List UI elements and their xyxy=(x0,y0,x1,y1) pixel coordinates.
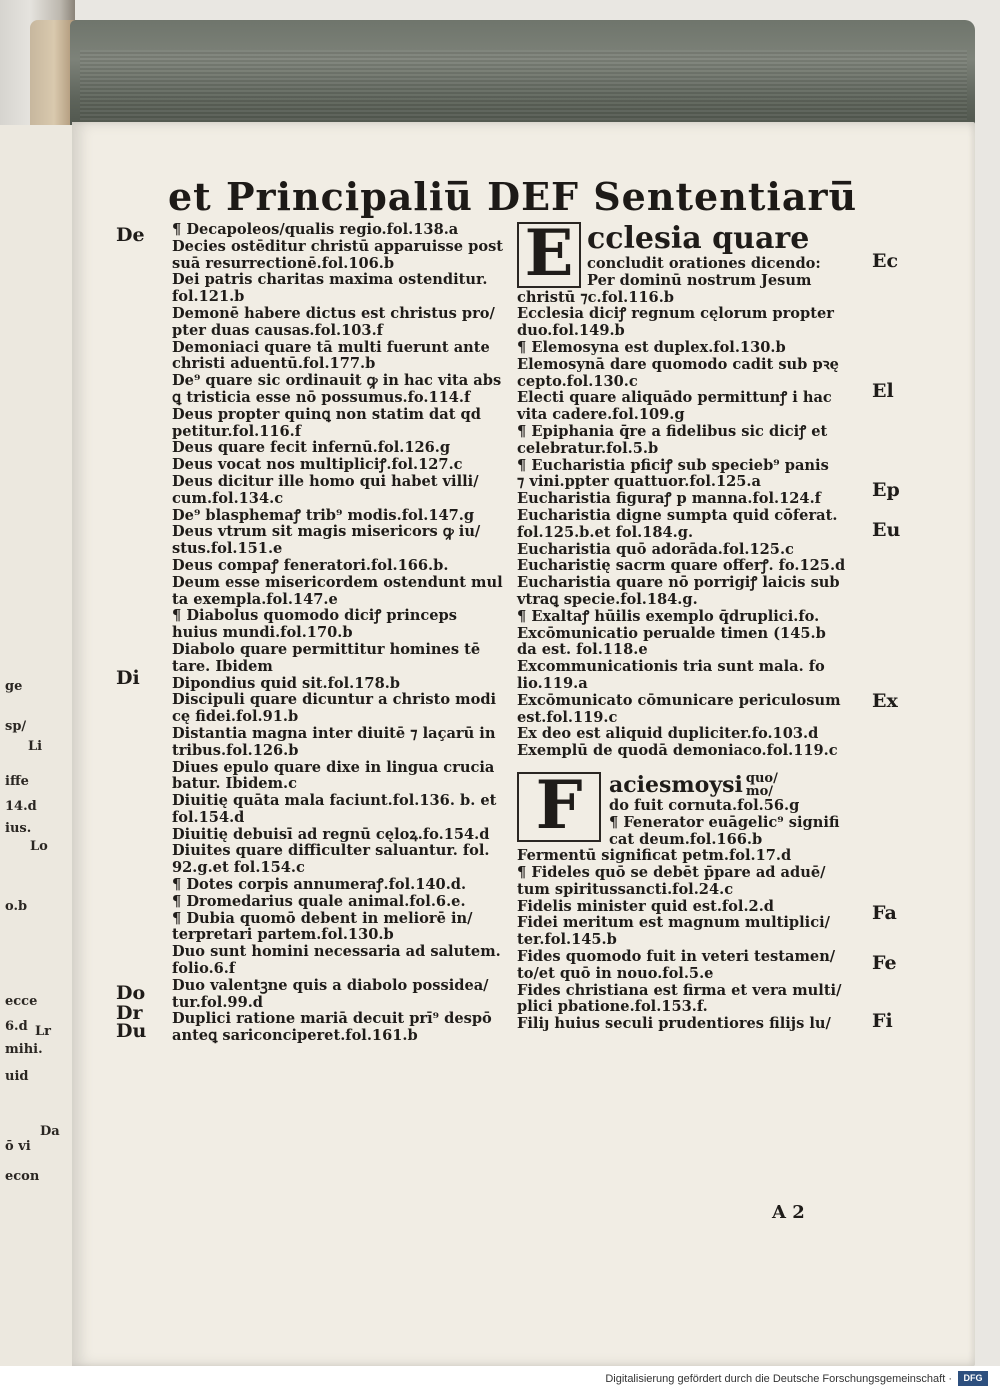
facies-text: do fuit cornuta.fol.56.g ¶ Fenerator euāgelic⁹ signifi cat deum.fol.166.b xyxy=(609,796,840,848)
index-entry: Eucharistia quare nō porrigiꝭ laicis sub vtraꝗ specie.fol.184.g. xyxy=(517,574,840,608)
index-entry: Deus vocat nos multipliciꝭ.fol.127.c xyxy=(172,456,463,474)
index-entry: Distantia magna inter diuitē ⁊ laçarū in tribus.fol.126.b xyxy=(172,724,496,759)
index-entry: Elemosynā dare quomodo cadit sub pꝛę cepto.fol.130.c xyxy=(517,355,839,390)
facies-title: aciesmoysi xyxy=(609,771,743,798)
left-column xyxy=(172,222,512,1045)
dfg-logo: DFG xyxy=(958,1371,988,1386)
index-entry: Duo valentꝫne quis a diabolo possidea/ tur.fol.99.d xyxy=(172,976,489,1011)
left-page-fragment: econ xyxy=(5,1169,40,1184)
index-entry: Discipuli quare dicuntur a christo modi cę fidei.fol.91.b xyxy=(172,691,497,726)
index-entry: Diuitię quāta mala faciunt.fol.136. b. et fol.154.d xyxy=(172,792,497,826)
left-page-fragment: sp/ xyxy=(5,719,27,734)
left-page-fragment: mihi. xyxy=(5,1042,43,1057)
margin-marker-right: Ex xyxy=(872,690,898,712)
index-entry: ¶ Exaltaꝭ hūilis exemplo q̄druplici.fo. xyxy=(517,607,820,625)
left-page xyxy=(0,125,73,1366)
index-entry: Decies ostēditur christū apparuisse post suā resurrectionē.fol.106.b xyxy=(172,237,504,272)
left-page-fragment: uid xyxy=(5,1069,29,1084)
right-entries xyxy=(517,306,862,760)
index-entry: Diuitię debuisī ad regnū cęloꝝ.fo.154.d xyxy=(172,825,490,843)
margin-marker-left: Du xyxy=(116,1020,147,1042)
index-entry: Exemplū de quodā demoniaco.fol.119.c xyxy=(517,742,838,760)
index-entry: Duo sunt homini necessaria ad salutem. folio.6.f xyxy=(172,943,501,978)
facies-tail: quo/ mo/ xyxy=(745,771,778,799)
index-entry: ¶ Fideles quō se debēt p̄pare ad aduē/ tum spiritussancti.fol.24.c xyxy=(517,864,826,898)
index-entry: ¶ Decapoleos/qualis regio.fol.138.a xyxy=(172,221,459,238)
left-page-fragment: 14.d xyxy=(5,799,37,814)
index-entry: Fides christiana est firma et vera multi/ plici pbatione.fol.153.f. xyxy=(517,981,842,1016)
footer-credit: Digitalisierung gefördert durch die Deutsche Forschungsgemeinschaft · xyxy=(605,1373,952,1385)
index-entry: Ex deo est aliquid dupliciter.fo.103.d xyxy=(517,725,819,743)
index-entry: ¶ Dotes corpis annumeraꝭ.fol.140.d. xyxy=(172,876,467,894)
left-page-fragment: Da xyxy=(40,1124,60,1139)
margin-marker-right: El xyxy=(872,380,894,402)
index-entry: Electi quare aliquādo permittunꝭ i hac vita cadere.fol.109.g xyxy=(517,389,832,424)
right-page xyxy=(72,122,975,1366)
index-entry: De⁹ blasphemaꝭ trib⁹ modis.fol.147.g xyxy=(172,506,475,524)
index-entry: ¶ Elemosyna est duplex.fol.130.b xyxy=(517,338,786,356)
margin-marker-right: Fe xyxy=(872,952,897,974)
ecclesia-text: concludit orationes dicendo: Per dominū nostrum Jesum christū ⁊c.fol.116.b xyxy=(517,255,821,306)
margin-marker-left: Do xyxy=(116,982,146,1004)
index-entry: Eucharistia figuraꝭ p manna.fol.124.f xyxy=(517,490,821,508)
index-entry: Deus dicitur ille homo qui habet villi/ cum.fol.134.c xyxy=(172,472,479,507)
index-entry: Eucharistia digne sumpta quid cōferat. fol.125.b.et fol.184.g. xyxy=(517,506,838,541)
footer-bar xyxy=(0,1366,1000,1391)
left-page-fragment: 6.d xyxy=(5,1019,28,1034)
page-header: et Principaliu̅ DEF Sententiaru̅ xyxy=(168,174,858,219)
left-page-fragment: o.b xyxy=(5,899,28,914)
index-entry: ¶ Eucharistia pficiꝭ sub specieb⁹ panis ⁊ vini.ppter quattuor.fol.125.a xyxy=(517,456,829,491)
initial-f: F xyxy=(517,772,601,842)
index-entry: Diabolo quare permittitur homines tē tare. Ibidem xyxy=(172,640,481,675)
left-page-fragment: ecce xyxy=(5,994,38,1009)
index-entry: Deus vtrum sit magis misericors ꝙ iu/ stus.fol.151.e xyxy=(172,523,481,558)
signature-mark: A 2 xyxy=(772,1202,805,1223)
index-entry: Fidei meritum est magnum multiplici/ ter.fol.145.b xyxy=(517,914,830,949)
left-page-fragment: ius. xyxy=(5,821,32,836)
index-entry: Deus propter quinꝗ non statim dat qd petitur.fol.116.f xyxy=(172,405,481,440)
index-entry: Duplici ratione mariā decuit prī⁹ despō anteꝗ sariconciperet.fol.161.b xyxy=(172,1010,492,1045)
index-entry: Demonē habere dictus est christus pro/ pter duas causas.fol.103.f xyxy=(172,304,495,339)
index-entry: ¶ Diabolus quomodo diciꝭ princeps huius mundi.fol.170.b xyxy=(172,607,457,642)
index-entry: Ecclesia diciꝭ regnum cęlorum propter duo.fol.149.b xyxy=(517,305,834,340)
page-block-edge xyxy=(70,20,975,132)
left-page-fragment: Li xyxy=(28,739,43,754)
margin-marker-left: Di xyxy=(116,667,140,689)
margin-marker-left: De xyxy=(116,224,145,246)
index-entry: Excōmunicatio perualde timen (145.b da est. fol.118.e xyxy=(517,624,826,659)
index-entry: Fides quomodo fuit in veteri testamen/ to/et quō in nouo.fol.5.e xyxy=(517,948,836,982)
ecclesia-entry xyxy=(517,222,862,306)
index-entry: Demoniaci quare tā multi fuerunt ante christi aduentū.fol.177.b xyxy=(172,338,490,373)
margin-marker-right: Fi xyxy=(872,1010,893,1032)
left-page-fragment: ge xyxy=(5,679,23,694)
right-column xyxy=(517,222,862,1033)
right-entries-f xyxy=(517,848,862,1033)
index-entry: Diuites quare difficulter saluantur. fol. 92.g.et fol.154.c xyxy=(172,842,490,877)
index-entry: De⁹ quare sic ordinauit ꝙ in hac vita abs ꝗ tristicia esse nō possumus.fo.114.f xyxy=(172,372,502,406)
index-entry: Diues epulo quare dixe in lingua crucia batur. Ibidem.c xyxy=(172,758,495,793)
ecclesia-title: cclesia quare xyxy=(587,222,810,256)
index-entry: Excommunicationis tria sunt mala. fo lio.119.a xyxy=(517,658,825,692)
index-entry: ¶ Dromedarius quale animal.fol.6.e. xyxy=(172,892,466,910)
left-page-fragment: Lo xyxy=(30,839,48,854)
index-entry: Dipondius quid sit.fol.178.b xyxy=(172,674,401,692)
margin-marker-right: Ep xyxy=(872,479,900,501)
left-page-fragment: iffe xyxy=(5,774,29,789)
index-entry: Deus compaꝭ feneratori.fol.166.b. xyxy=(172,556,449,574)
index-entry: Dei patris charitas maxima ostenditur. fol.121.b xyxy=(172,271,488,306)
index-entry: Fidelis minister quid est.fol.2.d xyxy=(517,897,774,915)
index-entry: Eucharistię sacrm quare offerꝭ. fo.125.d xyxy=(517,557,846,575)
margin-marker-right: Eu xyxy=(872,519,901,541)
left-page-fragment: ō vi xyxy=(5,1139,31,1154)
margin-marker-left: Dr xyxy=(116,1002,143,1024)
index-entry: Deum esse misericordem ostendunt mul ta exempla.fol.147.e xyxy=(172,573,503,608)
left-page-fragment: Lr xyxy=(35,1024,51,1039)
margin-marker-right: Ec xyxy=(872,250,899,272)
index-entry: Filiȷ huius seculi prudentiores filijs lu/ xyxy=(517,1015,831,1033)
index-entry: Fermentū significat petm.fol.17.d xyxy=(517,847,792,865)
index-entry: Deus quare fecit infernū.fol.126.g xyxy=(172,439,451,457)
margin-marker-right: Fa xyxy=(872,902,897,924)
index-entry: Excōmunicato cōmunicare periculosum est.fol.119.c xyxy=(517,691,841,726)
index-entry: Eucharistia quō adorāda.fol.125.c xyxy=(517,540,794,558)
index-entry: ¶ Epiphania q̄re a fidelibus sic diciꝭ et celebratur.fol.5.b xyxy=(517,422,828,457)
initial-e: E xyxy=(517,222,581,288)
facies-entry xyxy=(517,772,862,848)
index-entry: ¶ Dubia quomō debent in meliorē in/ terpretari partem.fol.130.b xyxy=(172,909,473,944)
